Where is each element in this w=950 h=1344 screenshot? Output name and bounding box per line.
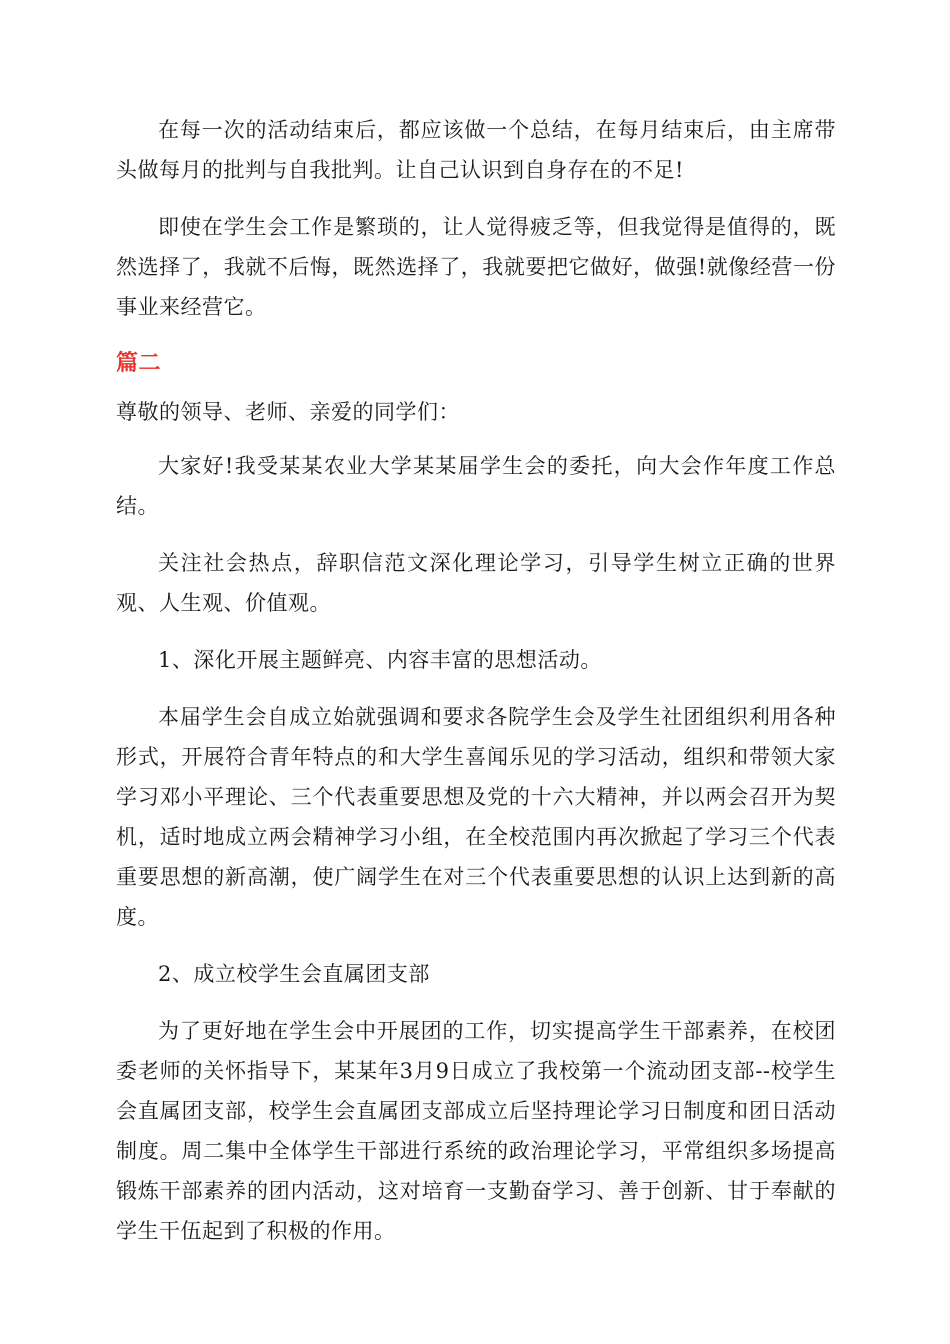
paragraph: 大家好!我受某某农业大学某某届学生会的委托，向大会作年度工作总结。 [116,454,836,518]
section-heading: 篇二 [116,351,162,376]
paragraph: 为了更好地在学生会中开展团的工作，切实提高学生干部素养，在校团委老师的关怀指导下，某某年3月9日成立了我校第一个流动团支部--校学生会直属团支部，校学生会直属团支部成立后坚持理论学习日制度和团日活动制度。周二集中全体学生干部进行系统的政治理论学习，平常组织多场提高锻炼干部素养的团内活动，这对培育一支勤奋学习、善于创新、甘于奉献的学生干伍起到了积极的作用。 [116,1019,836,1243]
document-body [116,110,836,1268]
paragraph: 即使在学生会工作是繁琐的，让人觉得疲乏等，但我觉得是值得的，既然选择了，我就不后悔，既然选择了，我就要把它做好，做强!就像经营一份事业来经营它。 [116,215,836,319]
salutation: 尊敬的领导、老师、亲爱的同学们： [116,400,460,424]
list-heading: 2、成立校学生会直属团支部 [158,962,430,986]
paragraph: 在每一次的活动结束后，都应该做一个总结，在每月结束后，由主席带头做每月的批判与自我批判。让自己认识到自身存在的不足! [116,118,836,182]
list-heading: 1、深化开展主题鲜亮、内容丰富的思想活动。 [158,648,602,672]
paragraph: 本届学生会自成立始就强调和要求各院学生会及学生社团组织利用各种形式，开展符合青年特点的和大学生喜闻乐见的学习活动，组织和带领大家学习邓小平理论、三个代表重要思想及党的十六大精神，并以两会召开为契机，适时地成立两会精神学习小组，在全校范围内再次掀起了学习三个代表重要思想的新高潮，使广阔学生在对三个代表重要思想的认识上达到新的高度。 [116,705,836,929]
paragraph: 关注社会热点，辞职信范文深化理论学习，引导学生树立正确的世界观、人生观、价值观。 [116,551,836,615]
